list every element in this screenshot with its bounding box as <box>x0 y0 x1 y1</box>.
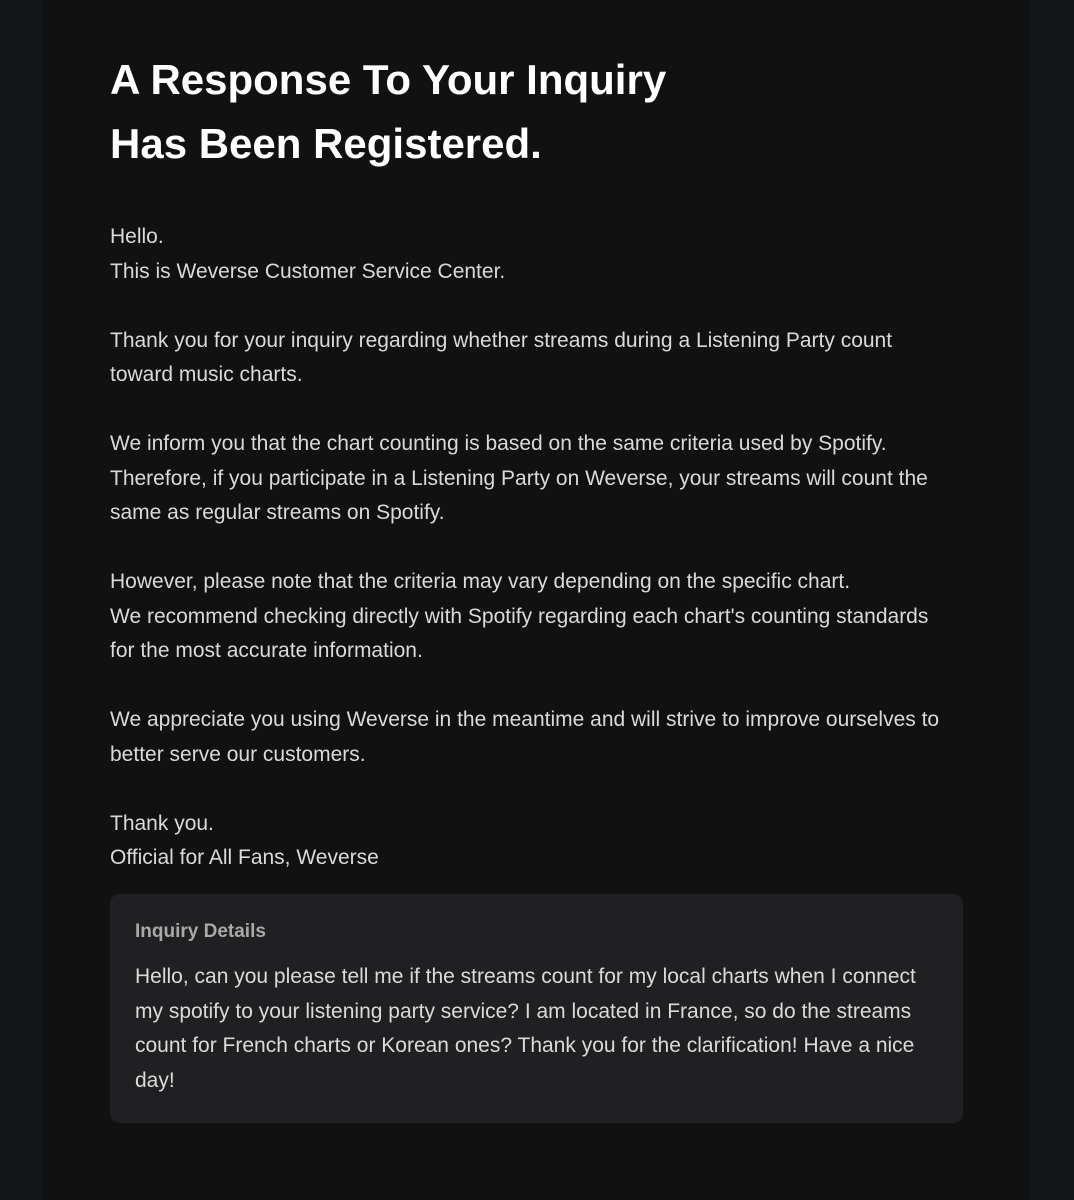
signoff-line: Thank you. <box>110 811 214 835</box>
left-margin <box>0 0 43 1200</box>
inquiry-details-text: Hello, can you please tell me if the streams count for my local charts when I connect my spotify to your listening party service? I am located in France, so do the streams count for French charts or Korean ones? Thank you for the clarification! Have a nice day! <box>135 965 916 1092</box>
paragraph-line: toward music charts. <box>110 363 303 386</box>
paragraph-line: However, please note that the criteria may vary depending on the specific chart. <box>110 570 851 593</box>
headline-line-2: Has Been Registered. <box>110 120 542 167</box>
headline-line-1: A Response To Your Inquiry <box>110 56 667 103</box>
greeting-line: This is Weverse Customer Service Center. <box>110 259 506 283</box>
paragraph-line: We appreciate you using Weverse in the meantime and will strive to improve ourselves to <box>110 708 940 731</box>
paragraph-line: same as regular streams on Spotify. <box>110 501 445 524</box>
criteria-paragraph <box>110 427 963 531</box>
paragraph-line: We inform you that the chart counting is based on the same criteria used by Spotify. <box>110 432 887 455</box>
paragraph-line: Thank you for your inquiry regarding whether streams during a Listening Party count <box>110 328 893 352</box>
email-content <box>110 48 963 876</box>
inquiry-details-label: Inquiry Details <box>135 921 266 942</box>
paragraph-line: Therefore, if you participate in a Listening Party on Weverse, your streams will count the <box>110 466 928 490</box>
right-margin <box>1029 0 1074 1200</box>
paragraph-line: for the most accurate information. <box>110 639 423 662</box>
email-headline <box>110 48 963 176</box>
paragraph-line: better serve our customers. <box>110 742 366 766</box>
greeting-line: Hello. <box>110 225 164 248</box>
signoff-signature: Official for All Fans, Weverse <box>110 846 379 869</box>
note-paragraph <box>110 565 963 669</box>
appreciation-paragraph <box>110 703 963 772</box>
thanks-paragraph <box>110 324 963 393</box>
inquiry-details-box <box>110 894 963 1123</box>
paragraph-line: We recommend checking directly with Spotify regarding each chart's counting standards <box>110 604 929 628</box>
signoff-paragraph <box>110 807 963 876</box>
email-body <box>110 220 963 876</box>
greeting-paragraph <box>110 220 963 289</box>
email-panel <box>43 0 1029 1200</box>
